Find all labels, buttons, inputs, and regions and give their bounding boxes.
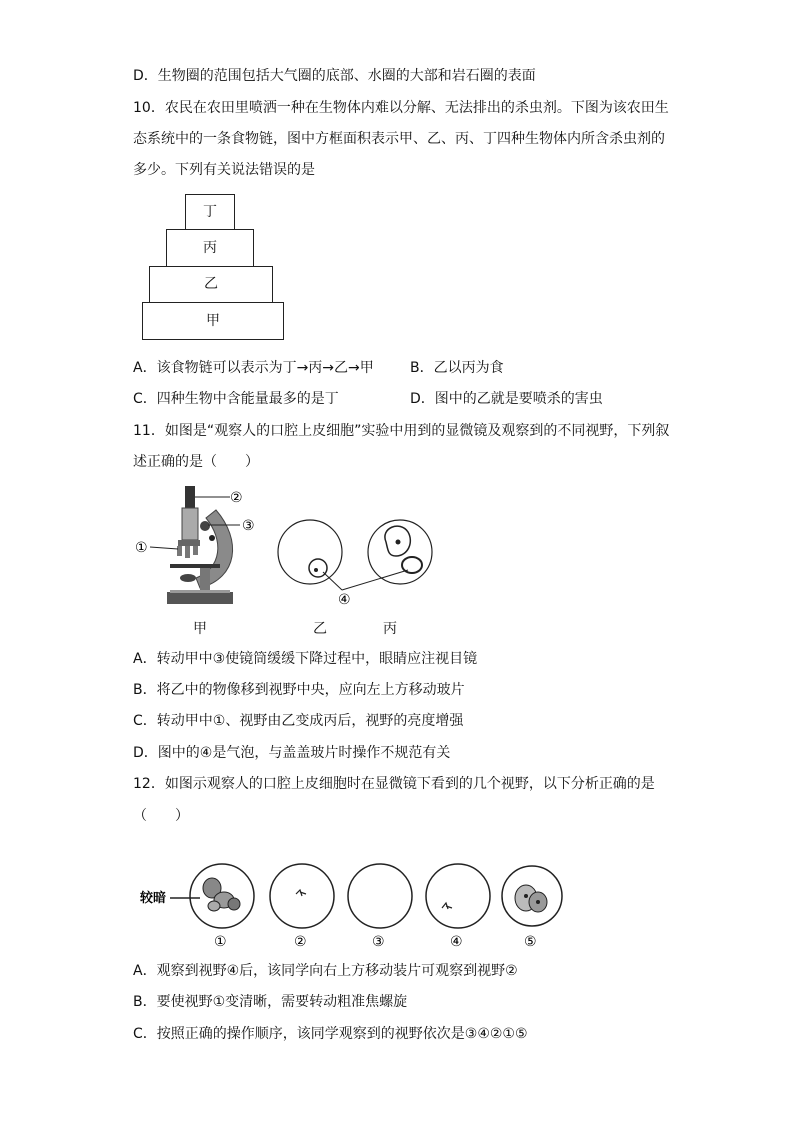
view-label-4: ④ (450, 934, 463, 950)
view-label-3: ③ (372, 934, 385, 950)
q12-option-c: C．按照正确的操作顺序，该同学观察到的视野依次是③④②①⑤ (133, 1026, 528, 1042)
q11-stem-line-2: 述正确的是（ ） (133, 454, 259, 470)
q11-stem-line-1: 11．如图是“观察人的口腔上皮细胞”实验中用到的显微镜及观察到的不同视野，下列叙 (133, 423, 670, 439)
view-label-5: ⑤ (524, 934, 537, 950)
view-2 (270, 864, 334, 928)
pyramid-box-yi: 乙 (149, 266, 273, 303)
q11-option-d: D．图中的④是气泡，与盖盖玻片时操作不规范有关 (133, 745, 451, 761)
q12-option-b: B．要使视野①变清晰，需要转动粗准焦螺旋 (133, 994, 408, 1010)
q9-option-d: D．生物圈的范围包括大气圈的底部、水圈的大部和岩石圈的表面 (133, 68, 536, 84)
caption-yi: 乙 (313, 621, 327, 637)
microscope-illustration (150, 486, 240, 604)
field-of-view-bing (368, 520, 432, 584)
q12-stem-line-1: 12．如图示观察人的口腔上皮细胞时在显微镜下看到的几个视野，以下分析正确的是 (133, 776, 655, 792)
pyramid-box-bing: 丙 (166, 229, 254, 267)
marker-4: ④ (338, 592, 351, 608)
marker-2: ② (230, 490, 243, 506)
field-of-view-yi (278, 520, 342, 584)
q10-stem-line-2: 态系统中的一条食物链，图中方框面积表示甲、乙、丙、丁四种生物体内所含杀虫剂的 (133, 131, 665, 147)
marker-1: ① (135, 540, 148, 556)
view-label-2: ② (294, 934, 307, 950)
q11-option-a: A．转动甲中③使镜筒缓缓下降过程中，眼睛应注视目镜 (133, 651, 478, 667)
q10-stem-line-1: 10．农民在农田里喷洒一种在生物体内难以分解、无法排出的杀虫剂。下图为该农田生 (133, 100, 669, 116)
caption-jia: 甲 (193, 621, 207, 637)
q12-stem-line-2: （ ） (133, 808, 189, 824)
q12-option-a: A．观察到视野④后，该同学向右上方移动装片可观察到视野② (133, 963, 518, 979)
view-label-1: ① (214, 934, 227, 950)
q10-option-d: D．图中的乙就是要喷杀的害虫 (410, 391, 603, 407)
view-3 (348, 864, 412, 928)
q10-option-b: B．乙以丙为食 (410, 360, 504, 376)
pyramid-box-jia: 甲 (142, 302, 284, 340)
q10-option-c: C．四种生物中含能量最多的是丁 (133, 391, 339, 407)
microscope-figure (130, 480, 450, 645)
marker-3: ③ (242, 518, 255, 534)
q10-option-a: A．该食物链可以表示为丁→丙→乙→甲 (133, 360, 374, 376)
q11-option-b: B．将乙中的物像移到视野中央，应向左上方移动玻片 (133, 682, 465, 698)
q11-option-c: C．转动甲中①、视野由乙变成丙后，视野的亮度增强 (133, 713, 464, 729)
caption-bing: 丙 (383, 621, 397, 637)
view-1 (190, 864, 254, 928)
pointer-label: 较暗 (140, 891, 167, 906)
q10-stem-line-3: 多少。下列有关说法错误的是 (133, 162, 315, 178)
pyramid-box-ding: 丁 (185, 194, 235, 230)
view-5 (502, 866, 562, 926)
view-4 (426, 864, 490, 928)
microscope-views-figure (140, 862, 580, 952)
